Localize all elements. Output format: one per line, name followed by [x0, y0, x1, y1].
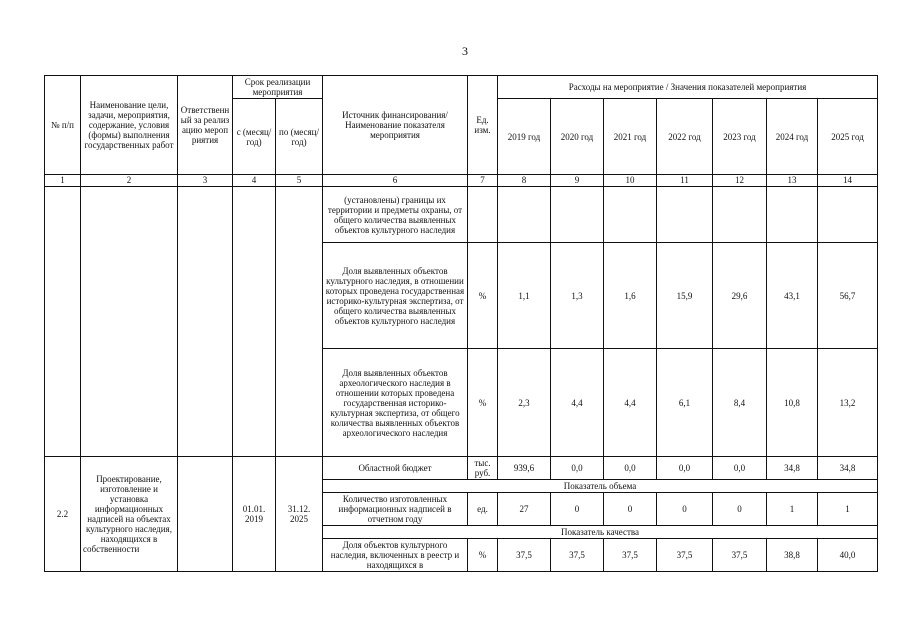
value-cell: 29,6 [713, 243, 767, 349]
col-num: 5 [276, 175, 323, 187]
value-cell: 10,8 [767, 349, 818, 457]
volume-indicator: Количество изготовленных информационных надписей в отчетном году [323, 493, 468, 526]
value-cell: 0 [713, 493, 767, 526]
value-cell: 6,1 [657, 349, 713, 457]
value-cell: 0,0 [713, 457, 767, 480]
cell-empty [81, 187, 178, 457]
value-cell: 0 [551, 493, 604, 526]
item-end-date: 31.12. 2025 [276, 457, 323, 572]
value-cell: 1 [767, 493, 818, 526]
value-cell: 37,5 [498, 539, 551, 572]
quality-unit: % [468, 539, 498, 572]
col-num: 9 [551, 175, 604, 187]
value-cell: 0 [604, 493, 657, 526]
value-cell [498, 187, 551, 243]
header-from: с (месяц/ год) [233, 99, 276, 175]
quality-indicator: Доля объектов культурного наследия, включенных в реестр и находящихся в [323, 539, 468, 572]
value-cell: 37,5 [604, 539, 657, 572]
item-name: Проектирование, изготовление и установка информационных надписей на объектах культурного наследия, находящихся в собственности [81, 457, 178, 572]
year-2019: 2019 год [498, 99, 551, 175]
year-2025: 2025 год [818, 99, 878, 175]
value-cell: 37,5 [713, 539, 767, 572]
value-cell [657, 187, 713, 243]
indicator-text: (установлены) границы их территории и предметы охраны, от общего количества выявленных объектов культурного наследия [323, 187, 468, 243]
indicator-unit [468, 187, 498, 243]
volume-section-header: Показатель объема [323, 480, 878, 493]
year-2023: 2023 год [713, 99, 767, 175]
cell-empty [276, 187, 323, 457]
value-cell [604, 187, 657, 243]
header-unit: Ед. изм. [468, 76, 498, 175]
budget-source: Областной бюджет [323, 457, 468, 480]
value-cell: 40,0 [818, 539, 878, 572]
col-num: 13 [767, 175, 818, 187]
year-2021: 2021 год [604, 99, 657, 175]
value-cell [818, 187, 878, 243]
value-cell: 4,4 [551, 349, 604, 457]
header-source: Источник финансирования/ Наименование показателя мероприятия [323, 76, 468, 175]
col-num: 3 [178, 175, 233, 187]
value-cell: 1 [818, 493, 878, 526]
value-cell [551, 187, 604, 243]
value-cell: 34,8 [767, 457, 818, 480]
col-num: 1 [45, 175, 81, 187]
year-2024: 2024 год [767, 99, 818, 175]
col-num: 11 [657, 175, 713, 187]
col-num: 7 [468, 175, 498, 187]
value-cell: 939,6 [498, 457, 551, 480]
value-cell: 37,5 [657, 539, 713, 572]
value-cell: 1,3 [551, 243, 604, 349]
cell-empty [178, 457, 233, 572]
indicator-unit: % [468, 243, 498, 349]
measures-table [44, 75, 878, 572]
cell-empty [233, 187, 276, 457]
table-row-budget [45, 457, 878, 480]
header-responsible: Ответственный за реализацию мероприятия [178, 76, 233, 175]
value-cell: 37,5 [551, 539, 604, 572]
value-cell: 1,1 [498, 243, 551, 349]
year-2022: 2022 год [657, 99, 713, 175]
value-cell: 8,4 [713, 349, 767, 457]
cell-empty [45, 187, 81, 457]
header-expenses: Расходы на мероприятие / Значения показателей мероприятия [498, 76, 878, 99]
value-cell: 43,1 [767, 243, 818, 349]
value-cell: 0,0 [657, 457, 713, 480]
header-row [45, 76, 878, 99]
value-cell: 0,0 [551, 457, 604, 480]
value-cell: 34,8 [818, 457, 878, 480]
cell-empty [178, 187, 233, 457]
page-number: 3 [462, 44, 468, 58]
value-cell: 1,6 [604, 243, 657, 349]
value-cell [713, 187, 767, 243]
quality-section-header: Показатель качества [323, 526, 878, 539]
value-cell: 4,4 [604, 349, 657, 457]
column-number-row [45, 175, 878, 187]
col-num: 12 [713, 175, 767, 187]
budget-unit: тыс. руб. [468, 457, 498, 480]
header-to: по (месяц/ год) [276, 99, 323, 175]
value-cell: 13,2 [818, 349, 878, 457]
value-cell: 0,0 [604, 457, 657, 480]
value-cell: 27 [498, 493, 551, 526]
header-num: № п/п [45, 76, 81, 175]
item-number: 2.2 [45, 457, 81, 572]
col-num: 6 [323, 175, 468, 187]
col-num: 8 [498, 175, 551, 187]
indicator-text: Доля выявленных объектов археологического наследия в отношении которых проведена государственная историко-культурная экспертиза, от общего количества выявленных объектов археологического наследия [323, 349, 468, 457]
header-period: Срок реализации мероприятия [233, 76, 323, 99]
indicator-text: Доля выявленных объектов культурного наследия, в отношении которых проведена государственная историко-культурная экспертиза, от общего количества выявленных объектов культурного наследия [323, 243, 468, 349]
table-row [45, 187, 878, 243]
col-num: 2 [81, 175, 178, 187]
value-cell: 0 [657, 493, 713, 526]
col-num: 4 [233, 175, 276, 187]
year-2020: 2020 год [551, 99, 604, 175]
value-cell: 2,3 [498, 349, 551, 457]
col-num: 10 [604, 175, 657, 187]
volume-unit: ед. [468, 493, 498, 526]
item-start-date: 01.01. 2019 [233, 457, 276, 572]
value-cell: 15,9 [657, 243, 713, 349]
value-cell: 56,7 [818, 243, 878, 349]
col-num: 14 [818, 175, 878, 187]
header-name: Наименование цели, задачи, мероприятия, содержание, условия (формы) выполнения государственных работ [81, 76, 178, 175]
value-cell [767, 187, 818, 243]
value-cell: 38,8 [767, 539, 818, 572]
indicator-unit: % [468, 349, 498, 457]
